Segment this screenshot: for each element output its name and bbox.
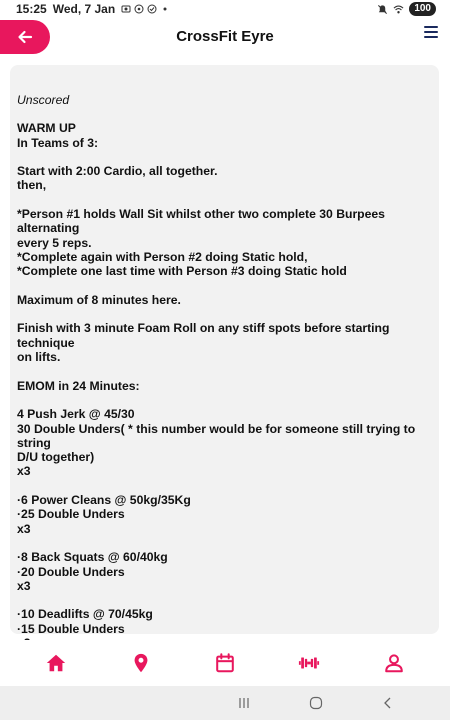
workout-line: Finish with 3 minute Foam Roll on any stiff spots before starting technique [17,321,390,350]
system-nav-bar [0,686,450,720]
workout-line: ·8 Back Squats @ 60/40kg [17,550,168,565]
menu-bar-line [424,26,438,28]
status-left [16,2,170,16]
workout-line: *Person #1 holds Wall Sit whilst other two complete 30 Burpees alternating [17,207,385,236]
wifi-icon [393,4,404,15]
line-spacer [17,479,431,493]
status-time: 15:25 [16,2,47,16]
screenshot-icon [121,4,131,14]
workout-line: D/U together) [17,450,95,465]
battery-badge: 100 [409,2,436,16]
recent-apps-button[interactable] [232,693,256,713]
workout-line: x3 [17,578,31,593]
line-spacer [17,393,431,407]
workout-line: *Complete one last time with Person #3 doing Static hold [17,264,347,279]
line-spacer [17,593,431,607]
home-system-button[interactable] [304,693,328,713]
workout-line: x3 [17,521,31,536]
nav-location[interactable] [121,643,161,683]
workout-line: ·25 Double Unders [17,507,125,522]
line-spacer [17,279,431,293]
app-header [0,18,450,56]
workout-line: Start with 2:00 Cardio, all together. [17,164,218,179]
workout-line: on lifts. [17,350,61,365]
arrow-left-icon [16,28,34,46]
workout-line: 30 Double Unders( * this number would be for someone still trying to string [17,421,416,450]
workout-line: 4 Push Jerk @ 45/30 [17,407,135,422]
scoring-type: Unscored [17,93,70,107]
chevron-left-icon [381,696,395,710]
workout-line: ·20 Double Unders [17,564,125,579]
nav-workouts[interactable] [289,643,329,683]
workout-line: x3 [17,464,31,479]
workout-line: ·15 Double Unders [17,621,125,636]
line-spacer [17,364,431,378]
workout-line: every 5 reps. [17,235,92,250]
status-date: Wed, 7 Jan [52,2,116,16]
workout-line: EMOM in 24 Minutes: [17,378,140,393]
workout-line: In Teams of 3: [17,135,99,150]
workout-line: WARM UP [17,121,76,136]
home-icon [45,652,67,674]
nav-calendar[interactable] [205,643,245,683]
back-system-button[interactable] [376,693,400,713]
user-icon [383,652,405,674]
home-circle-icon [309,696,323,710]
nav-profile[interactable] [374,643,414,683]
dumbbell-icon [298,652,320,674]
football-icon [134,4,144,14]
line-spacer [17,193,431,207]
status-right [377,2,436,16]
back-button[interactable] [0,20,50,54]
status-bar [0,0,450,18]
workout-line: ·10 Deadlifts @ 70/45kg [17,607,153,622]
location-pin-icon [130,652,152,674]
bottom-nav [0,640,450,686]
check-circle-icon [147,4,157,14]
mute-icon [377,4,388,15]
dot-icon [160,4,170,14]
workout-line: Maximum of 8 minutes here. [17,292,181,307]
workout-line: ·6 Power Cleans @ 50kg/35Kg [17,493,191,508]
page-title: CrossFit Eyre [176,28,274,45]
nav-home[interactable] [36,643,76,683]
menu-bar-line [424,36,438,38]
menu-button[interactable] [424,26,438,40]
line-spacer [17,150,431,164]
notification-icons [121,4,170,14]
line-spacer [17,536,431,550]
recents-icon [237,696,251,710]
workout-description [17,121,431,650]
workout-line: *Complete again with Person #2 doing Static hold, [17,249,308,264]
workout-line: then, [17,178,47,193]
line-spacer [17,307,431,321]
menu-bar-line [424,31,438,33]
workout-card [10,65,439,634]
calendar-icon [214,652,236,674]
